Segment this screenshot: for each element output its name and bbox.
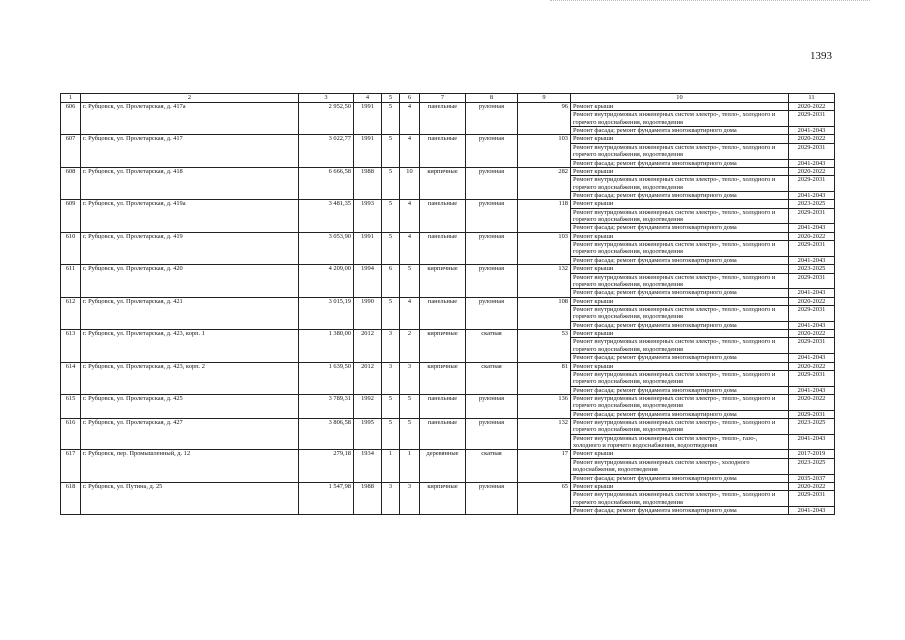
row-number: 610 xyxy=(61,232,81,264)
floors-cell: 5 xyxy=(382,394,400,418)
column-number: 2 xyxy=(81,94,299,103)
entrances-cell: 4 xyxy=(400,297,420,329)
row-number: 613 xyxy=(61,330,81,362)
table-row xyxy=(61,200,835,208)
work-type-cell: Ремонт внутридомовых инженерных систем электро-, тепло-, холодного и горячего водоснабжения, водоотведения xyxy=(571,241,789,257)
entrances-cell: 4 xyxy=(400,232,420,264)
work-type-cell: Ремонт внутридомовых инженерных систем электро-, тепло-, холодного и горячего водоснабжения, водоотведения xyxy=(571,143,789,159)
address-cell: г. Рубцовск, ул. Путина, д. 25 xyxy=(81,482,299,514)
row-number: 607 xyxy=(61,135,81,167)
walls-material-cell: кирпичные xyxy=(420,362,466,394)
floors-cell: 3 xyxy=(382,362,400,394)
residents-cell: 118 xyxy=(518,200,571,232)
work-period-cell: 2020-2022 xyxy=(789,482,835,490)
area-cell: 2 952,50 xyxy=(299,103,354,135)
work-type-cell: Ремонт внутридомовых инженерных систем электро-, тепло-, холодного и горячего водоснабжения, водоотведения xyxy=(571,419,789,435)
work-type-cell: Ремонт крыши xyxy=(571,297,789,305)
floors-cell: 5 xyxy=(382,232,400,264)
work-period-cell: 2041-2043 xyxy=(789,506,835,514)
work-type-cell: Ремонт крыши xyxy=(571,232,789,240)
table-row xyxy=(61,103,835,111)
work-period-cell: 2029-2031 xyxy=(789,491,835,507)
work-type-cell: Ремонт внутридомовых инженерных систем электро-, тепло-, холодного и горячего водоснабжения, водоотведения xyxy=(571,273,789,289)
table-row xyxy=(61,330,835,338)
address-cell: г. Рубцовск, ул. Пролетарская, д. 420 xyxy=(81,265,299,297)
floors-cell: 3 xyxy=(382,330,400,362)
housing-register-table xyxy=(60,93,835,515)
table-row xyxy=(61,297,835,305)
work-period-cell: 2020-2022 xyxy=(789,103,835,111)
residents-cell: 65 xyxy=(518,482,571,514)
scan-edge-line xyxy=(550,0,870,2)
floors-cell: 1 xyxy=(382,450,400,482)
work-type-cell: Ремонт фасада; ремонт фундамента многоквартирного дома xyxy=(571,354,789,362)
year-built-cell: 1934 xyxy=(354,450,382,482)
table-row xyxy=(61,394,835,410)
year-built-cell: 1988 xyxy=(354,482,382,514)
residents-cell: 103 xyxy=(518,232,571,264)
work-type-cell: Ремонт фасада; ремонт фундамента многоквартирного дома xyxy=(571,191,789,199)
column-number: 11 xyxy=(789,94,835,103)
walls-material-cell: панельные xyxy=(420,103,466,135)
work-type-cell: Ремонт крыши xyxy=(571,200,789,208)
address-cell: г. Рубцовск, ул. Пролетарская, д. 418 xyxy=(81,167,299,199)
year-built-cell: 1995 xyxy=(354,419,382,450)
floors-cell: 5 xyxy=(382,419,400,450)
work-period-cell: 2029-2031 xyxy=(789,208,835,224)
address-cell: г. Рубцовск, ул. Пролетарская, д. 423, корп. 1 xyxy=(81,330,299,362)
column-number: 10 xyxy=(571,94,789,103)
year-built-cell: 1988 xyxy=(354,167,382,199)
floors-cell: 5 xyxy=(382,135,400,167)
work-type-cell: Ремонт крыши xyxy=(571,167,789,175)
work-period-cell: 2023-2025 xyxy=(789,419,835,435)
walls-material-cell: панельные xyxy=(420,232,466,264)
address-cell: г. Рубцовск, ул. Пролетарская, д. 427 xyxy=(81,419,299,450)
work-period-cell: 2035-2037 xyxy=(789,474,835,482)
residents-cell: 17 xyxy=(518,450,571,482)
address-cell: г. Рубцовск, пер. Промышленный, д. 12 xyxy=(81,450,299,482)
table-body xyxy=(61,103,835,515)
year-built-cell: 1992 xyxy=(354,394,382,418)
work-period-cell: 2029-2031 xyxy=(789,273,835,289)
address-cell: г. Рубцовск, ул. Пролетарская, д. 417а xyxy=(81,103,299,135)
area-cell: 1 639,50 xyxy=(299,362,354,394)
work-type-cell: Ремонт крыши xyxy=(571,362,789,370)
work-type-cell: Ремонт фасада; ремонт фундамента многоквартирного дома xyxy=(571,321,789,329)
walls-material-cell: кирпичные xyxy=(420,167,466,199)
roof-type-cell: скатная xyxy=(466,450,518,482)
roof-type-cell: рулонная xyxy=(466,482,518,514)
year-built-cell: 1994 xyxy=(354,265,382,297)
column-number: 6 xyxy=(400,94,420,103)
year-built-cell: 2012 xyxy=(354,330,382,362)
walls-material-cell: кирпичные xyxy=(420,482,466,514)
area-cell: 3 015,19 xyxy=(299,297,354,329)
area-cell: 3 806,58 xyxy=(299,419,354,450)
work-type-cell: Ремонт фасада; ремонт фундамента многоквартирного дома xyxy=(571,159,789,167)
work-type-cell: Ремонт фасада; ремонт фундамента многоквартирного дома xyxy=(571,386,789,394)
work-period-cell: 2020-2022 xyxy=(789,232,835,240)
floors-cell: 5 xyxy=(382,200,400,232)
entrances-cell: 10 xyxy=(400,167,420,199)
work-type-cell: Ремонт внутридомовых инженерных систем электро-, тепло-, холодного и горячего водоснабжения, водоотведения xyxy=(571,176,789,192)
row-number: 611 xyxy=(61,265,81,297)
work-period-cell: 2023-2025 xyxy=(789,200,835,208)
work-period-cell: 2029-2031 xyxy=(789,305,835,321)
column-number: 5 xyxy=(382,94,400,103)
residents-cell: 96 xyxy=(518,103,571,135)
work-period-cell: 2041-2043 xyxy=(789,354,835,362)
area-cell: 3 022,77 xyxy=(299,135,354,167)
work-type-cell: Ремонт внутридомовых инженерных систем электро-, тепло-, холодного и горячего водоснабжения, водоотведения xyxy=(571,491,789,507)
walls-material-cell: кирпичные xyxy=(420,265,466,297)
area-cell: 4 209,00 xyxy=(299,265,354,297)
work-type-cell: Ремонт крыши xyxy=(571,330,789,338)
entrances-cell: 4 xyxy=(400,200,420,232)
row-number: 618 xyxy=(61,482,81,514)
column-number: 3 xyxy=(299,94,354,103)
work-type-cell: Ремонт внутридомовых инженерных систем электро-, тепло-, холодного и горячего водоснабжения, водоотведения xyxy=(571,394,789,410)
work-period-cell: 2041-2043 xyxy=(789,386,835,394)
address-cell: г. Рубцовск, ул. Пролетарская, д. 421 xyxy=(81,297,299,329)
work-period-cell: 2041-2043 xyxy=(789,159,835,167)
year-built-cell: 1990 xyxy=(354,297,382,329)
column-number-row xyxy=(61,94,835,103)
address-cell: г. Рубцовск, ул. Пролетарская, д. 425 xyxy=(81,394,299,418)
entrances-cell: 4 xyxy=(400,103,420,135)
work-type-cell: Ремонт внутридомовых инженерных систем электро-, тепло-, газо-, холодного и горячего водоснабжения, водоотведения xyxy=(571,434,789,450)
column-number: 1 xyxy=(61,94,81,103)
work-type-cell: Ремонт крыши xyxy=(571,135,789,143)
roof-type-cell: рулонная xyxy=(466,200,518,232)
work-period-cell: 2029-2031 xyxy=(789,370,835,386)
residents-cell: 103 xyxy=(518,135,571,167)
year-built-cell: 1991 xyxy=(354,135,382,167)
roof-type-cell: рулонная xyxy=(466,103,518,135)
work-type-cell: Ремонт крыши xyxy=(571,482,789,490)
column-number: 8 xyxy=(466,94,518,103)
table-row xyxy=(61,135,835,143)
row-number: 609 xyxy=(61,200,81,232)
work-period-cell: 2023-2025 xyxy=(789,458,835,474)
work-period-cell: 2023-2025 xyxy=(789,265,835,273)
residents-cell: 282 xyxy=(518,167,571,199)
work-type-cell: Ремонт крыши xyxy=(571,103,789,111)
work-period-cell: 2029-2031 xyxy=(789,410,835,418)
table-row xyxy=(61,265,835,273)
residents-cell: 136 xyxy=(518,394,571,418)
address-cell: г. Рубцовск, ул. Пролетарская, д. 423, корп. 2 xyxy=(81,362,299,394)
entrances-cell: 2 xyxy=(400,330,420,362)
row-number: 608 xyxy=(61,167,81,199)
work-type-cell: Ремонт фасада; ремонт фундамента многоквартирного дома xyxy=(571,127,789,135)
year-built-cell: 1993 xyxy=(354,200,382,232)
entrances-cell: 5 xyxy=(400,265,420,297)
entrances-cell: 3 xyxy=(400,362,420,394)
walls-material-cell: кирпичные xyxy=(420,330,466,362)
table-row xyxy=(61,362,835,370)
area-cell: 3 481,35 xyxy=(299,200,354,232)
work-type-cell: Ремонт внутридомовых инженерных систем электро-, тепло-, холодного и горячего водоснабжения, водоотведения xyxy=(571,370,789,386)
floors-cell: 5 xyxy=(382,297,400,329)
work-period-cell: 2041-2043 xyxy=(789,256,835,264)
area-cell: 3 789,31 xyxy=(299,394,354,418)
area-cell: 1 547,98 xyxy=(299,482,354,514)
year-built-cell: 1991 xyxy=(354,232,382,264)
roof-type-cell: рулонная xyxy=(466,167,518,199)
roof-type-cell: рулонная xyxy=(466,232,518,264)
work-period-cell: 2017-2019 xyxy=(789,450,835,458)
column-number: 4 xyxy=(354,94,382,103)
work-period-cell: 2029-2031 xyxy=(789,338,835,354)
work-type-cell: Ремонт фасада; ремонт фундамента многоквартирного дома xyxy=(571,289,789,297)
row-number: 614 xyxy=(61,362,81,394)
residents-cell: 53 xyxy=(518,330,571,362)
work-type-cell: Ремонт фасада; ремонт фундамента многоквартирного дома xyxy=(571,506,789,514)
work-period-cell: 2041-2043 xyxy=(789,127,835,135)
page-number: 1393 xyxy=(810,50,832,62)
work-period-cell: 2029-2031 xyxy=(789,143,835,159)
floors-cell: 6 xyxy=(382,265,400,297)
work-period-cell: 2020-2022 xyxy=(789,362,835,370)
roof-type-cell: рулонная xyxy=(466,297,518,329)
residents-cell: 132 xyxy=(518,265,571,297)
walls-material-cell: панельные xyxy=(420,419,466,450)
roof-type-cell: скатная xyxy=(466,362,518,394)
residents-cell: 108 xyxy=(518,297,571,329)
floors-cell: 5 xyxy=(382,103,400,135)
work-period-cell: 2020-2022 xyxy=(789,135,835,143)
work-period-cell: 2020-2022 xyxy=(789,167,835,175)
column-number: 7 xyxy=(420,94,466,103)
work-period-cell: 2020-2022 xyxy=(789,297,835,305)
roof-type-cell: рулонная xyxy=(466,419,518,450)
residents-cell: 132 xyxy=(518,419,571,450)
entrances-cell: 1 xyxy=(400,450,420,482)
roof-type-cell: скатная xyxy=(466,330,518,362)
work-period-cell: 2041-2043 xyxy=(789,289,835,297)
residents-cell: 81 xyxy=(518,362,571,394)
entrances-cell: 4 xyxy=(400,135,420,167)
work-period-cell: 2020-2022 xyxy=(789,394,835,410)
work-period-cell: 2041-2043 xyxy=(789,321,835,329)
work-type-cell: Ремонт внутридомовых инженерных систем электро-, тепло-, холодного и горячего водоснабжения, водоотведения xyxy=(571,208,789,224)
work-period-cell: 2041-2043 xyxy=(789,191,835,199)
floors-cell: 5 xyxy=(382,167,400,199)
address-cell: г. Рубцовск, ул. Пролетарская, д. 419 xyxy=(81,232,299,264)
area-cell: 6 666,58 xyxy=(299,167,354,199)
work-type-cell: Ремонт внутридомовых инженерных систем электро-, тепло-, холодного и горячего водоснабжения, водоотведения xyxy=(571,338,789,354)
table-row xyxy=(61,450,835,458)
work-period-cell: 2041-2043 xyxy=(789,434,835,450)
walls-material-cell: панельные xyxy=(420,200,466,232)
column-number: 9 xyxy=(518,94,571,103)
work-type-cell: Ремонт фасада; ремонт фундамента многоквартирного дома xyxy=(571,224,789,232)
table-row xyxy=(61,419,835,435)
work-type-cell: Ремонт внутридомовых инженерных систем электро-, тепло-, холодного и горячего водоснабжения, водоотведения xyxy=(571,305,789,321)
work-type-cell: Ремонт фасада; ремонт фундамента многоквартирного дома xyxy=(571,256,789,264)
walls-material-cell: панельные xyxy=(420,297,466,329)
roof-type-cell: рулонная xyxy=(466,135,518,167)
entrances-cell: 5 xyxy=(400,419,420,450)
row-number: 612 xyxy=(61,297,81,329)
row-number: 615 xyxy=(61,394,81,418)
work-period-cell: 2029-2031 xyxy=(789,111,835,127)
table-row xyxy=(61,232,835,240)
row-number: 616 xyxy=(61,419,81,450)
work-period-cell: 2029-2031 xyxy=(789,176,835,192)
work-period-cell: 2041-2043 xyxy=(789,224,835,232)
entrances-cell: 5 xyxy=(400,394,420,418)
walls-material-cell: панельные xyxy=(420,135,466,167)
entrances-cell: 3 xyxy=(400,482,420,514)
year-built-cell: 2012 xyxy=(354,362,382,394)
roof-type-cell: рулонная xyxy=(466,394,518,418)
row-number: 617 xyxy=(61,450,81,482)
work-type-cell: Ремонт фасада; ремонт фундамента многоквартирного дома xyxy=(571,410,789,418)
table-row xyxy=(61,482,835,490)
row-number: 606 xyxy=(61,103,81,135)
walls-material-cell: деревянные xyxy=(420,450,466,482)
address-cell: г. Рубцовск, ул. Пролетарская, д. 419а xyxy=(81,200,299,232)
work-type-cell: Ремонт фасада; ремонт фундамента многоквартирного дома xyxy=(571,474,789,482)
table-row xyxy=(61,167,835,175)
area-cell: 1 380,00 xyxy=(299,330,354,362)
area-cell: 3 053,90 xyxy=(299,232,354,264)
work-type-cell: Ремонт внутридомовых инженерных систем электро-, тепло-, холодного и горячего водоснабжения, водоотведения xyxy=(571,111,789,127)
work-period-cell: 2029-2031 xyxy=(789,241,835,257)
floors-cell: 3 xyxy=(382,482,400,514)
address-cell: г. Рубцовск, ул. Пролетарская, д. 417 xyxy=(81,135,299,167)
work-type-cell: Ремонт крыши xyxy=(571,265,789,273)
roof-type-cell: рулонная xyxy=(466,265,518,297)
work-period-cell: 2020-2022 xyxy=(789,330,835,338)
area-cell: 279,18 xyxy=(299,450,354,482)
year-built-cell: 1991 xyxy=(354,103,382,135)
work-type-cell: Ремонт крыши xyxy=(571,450,789,458)
work-type-cell: Ремонт внутридомовых инженерных систем электро-, холодного водоснабжения, водоотведения xyxy=(571,458,789,474)
walls-material-cell: панельные xyxy=(420,394,466,418)
